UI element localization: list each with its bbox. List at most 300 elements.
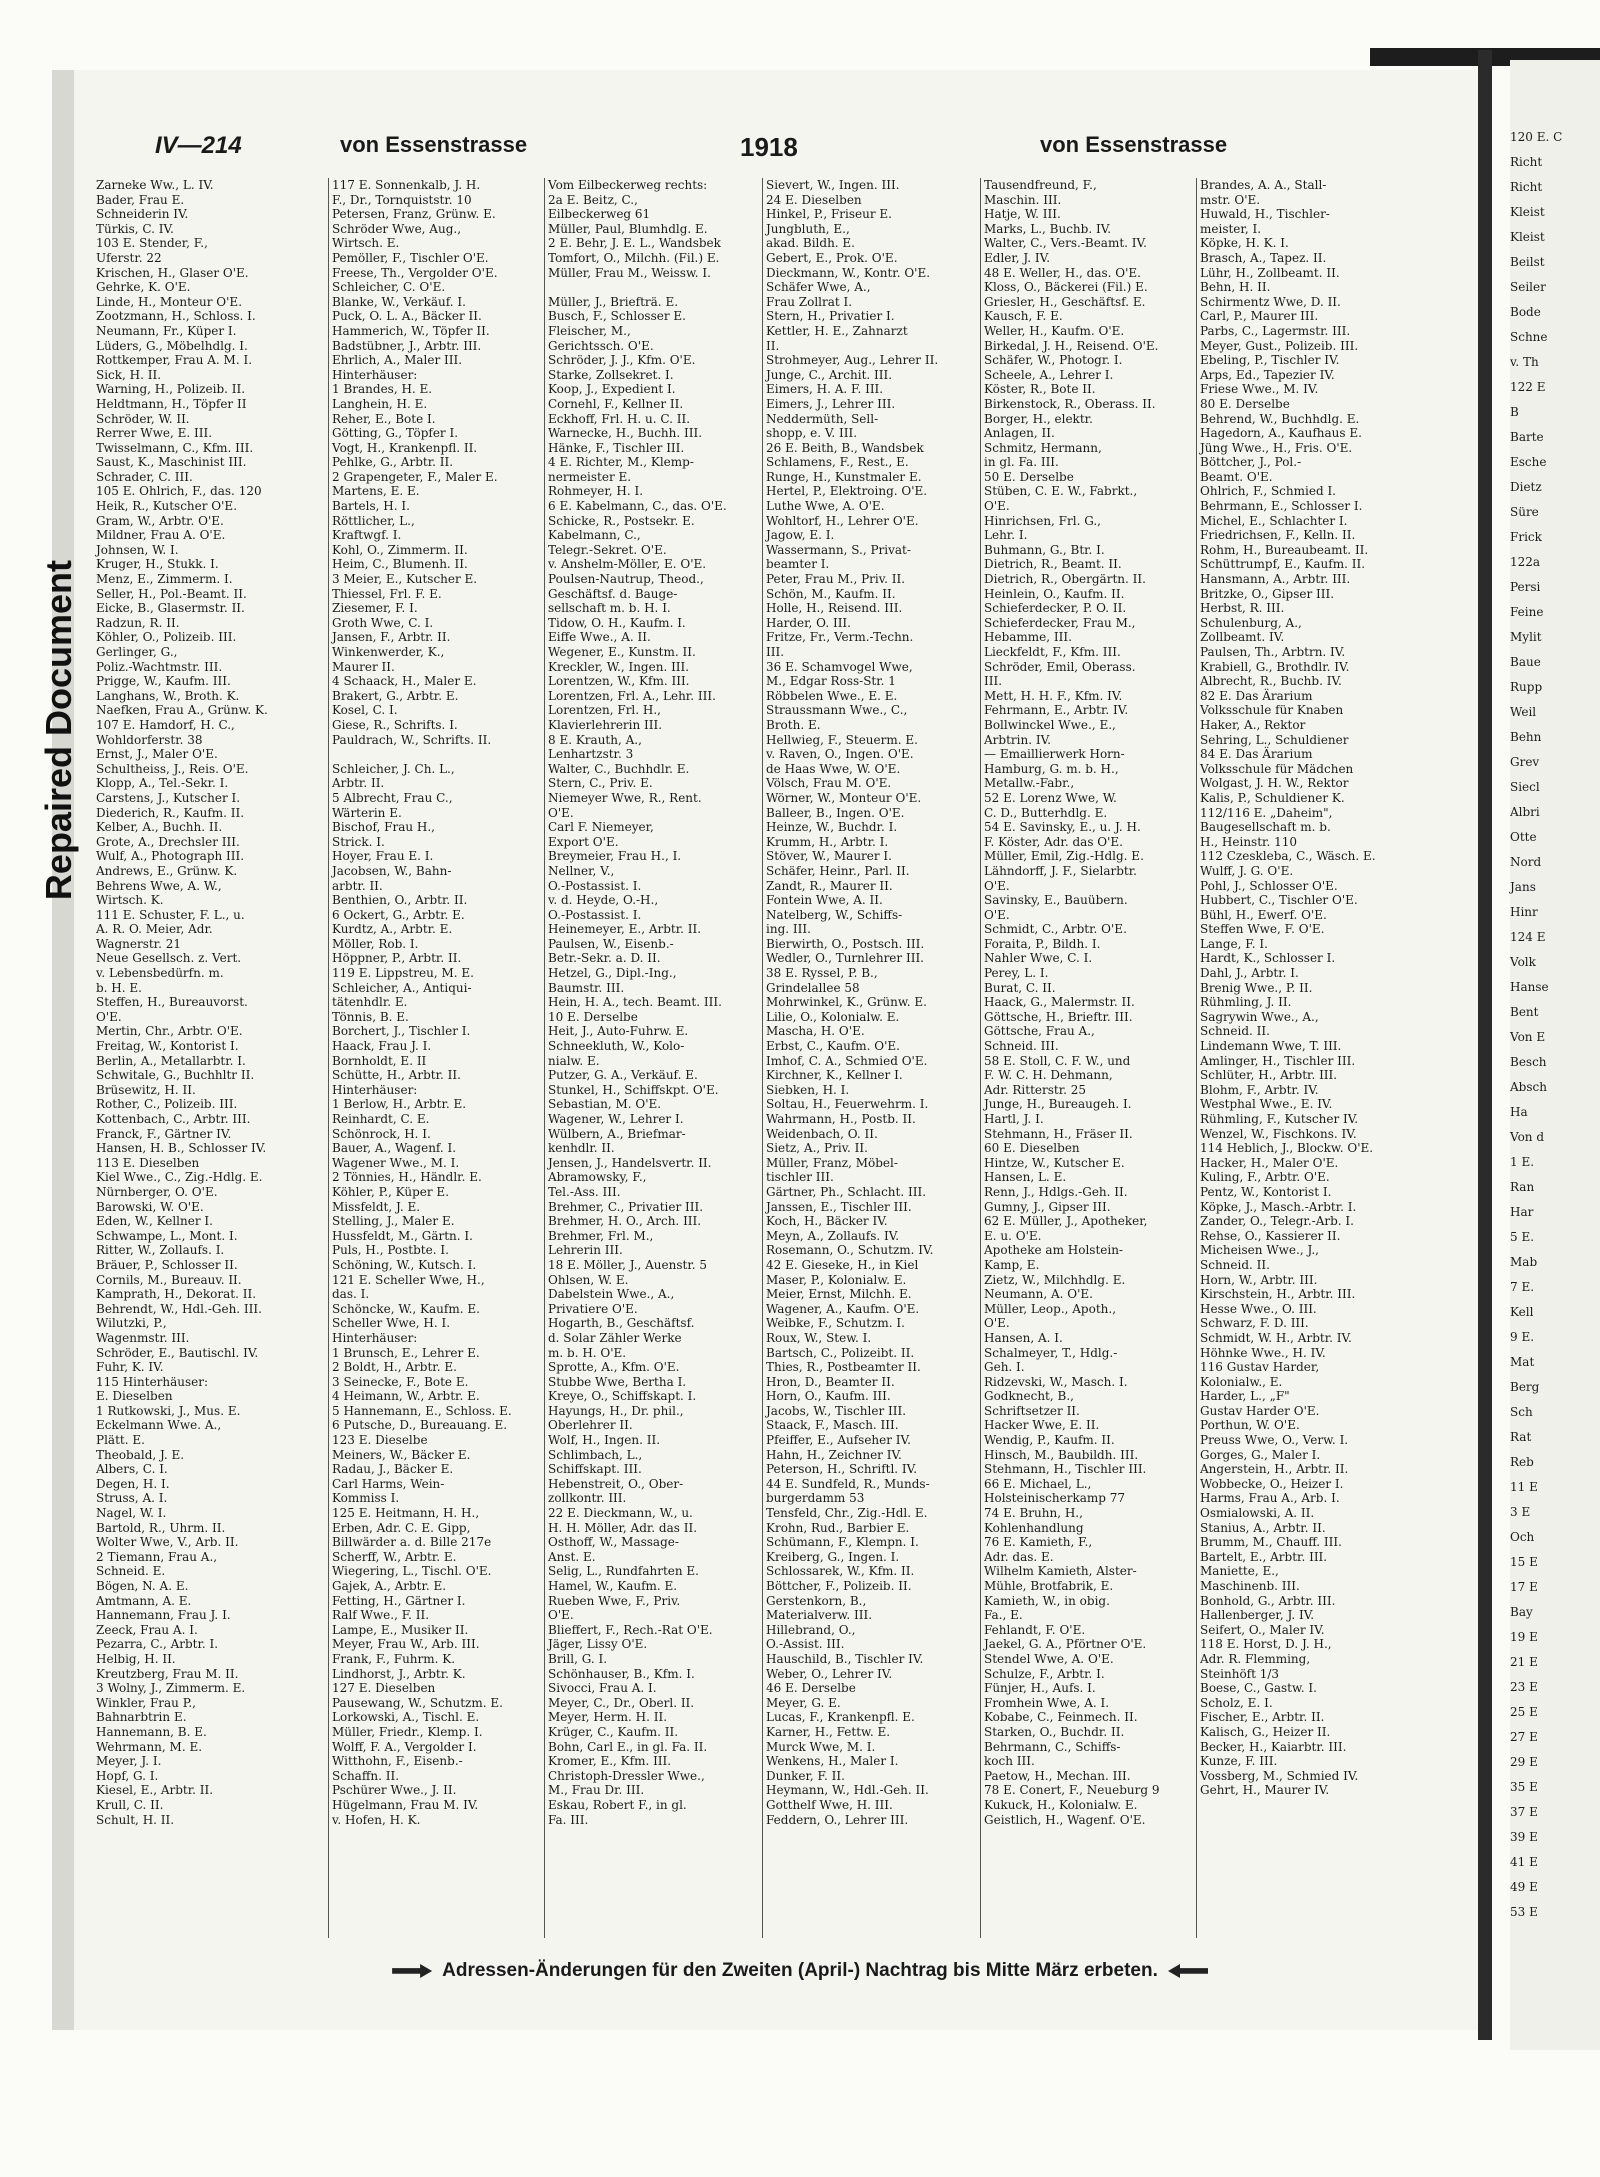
directory-entry: Stern, H., Privatier I. — [766, 309, 895, 324]
adjacent-page-text: 19 E — [1510, 1630, 1538, 1644]
directory-entry: Hansen, H. B., Schlosser IV. — [96, 1141, 267, 1156]
directory-entry: 1 Brunsch, E., Lehrer E. — [332, 1345, 480, 1360]
directory-entry: 38 E. Ryssel, P. B., — [766, 966, 878, 981]
directory-entry: b. H. E. — [96, 980, 142, 995]
directory-entry: sellschaft m. b. H. I. — [548, 601, 671, 616]
adjacent-page-text: 11 E — [1510, 1480, 1538, 1494]
directory-entry: Behn, H. II. — [1200, 280, 1271, 295]
pointing-hand-icon — [1168, 1964, 1208, 1978]
directory-entry: Horn, W., Arbtr. III. — [1200, 1272, 1318, 1287]
directory-entry: Bauer, A., Wagenf. I. — [332, 1141, 457, 1156]
directory-entry: Hahn, H., Zeichner IV. — [766, 1447, 902, 1462]
directory-entry: Brasch, A., Tapez. II. — [1200, 250, 1327, 265]
directory-entry: Westphal Wwe., E. IV. — [1200, 1097, 1333, 1112]
directory-entry: 4 Schaack, H., Maler E. — [332, 674, 477, 689]
directory-entry: Dahl, J., Arbtr. I. — [1200, 966, 1299, 981]
directory-entry: Schönhauser, B., Kfm. I. — [548, 1666, 695, 1681]
directory-entry: Lilie, O., Kolonialw. E. — [766, 1009, 900, 1024]
directory-entry: Hallenberger, J. IV. — [1200, 1608, 1315, 1623]
directory-entry: Kreutzberg, Frau M. II. — [96, 1666, 239, 1681]
directory-entry: Poliz.-Wachtmstr. III. — [96, 659, 223, 674]
directory-entry: Sick, H. II. — [96, 367, 162, 382]
directory-entry: Jaekel, G. A., Pförtner O'E. — [984, 1637, 1147, 1652]
directory-entry: Blieffert, F., Rech.-Rat O'E. — [548, 1622, 713, 1637]
directory-entry: 3 Seinecke, F., Bote E. — [332, 1374, 469, 1389]
directory-entry: Kamp, E. — [984, 1257, 1040, 1272]
directory-entry: Schicke, R., Postsekr. E. — [548, 513, 695, 528]
directory-entry: 107 E. Hamdorf, H. C., — [96, 717, 235, 732]
directory-entry: Volksschule für Mädchen — [1200, 761, 1354, 776]
directory-entry: Brumm, M., Chauff. III. — [1200, 1535, 1342, 1550]
directory-entry: Winkenwerder, K., — [332, 645, 445, 659]
directory-entry: Kohl, O., Zimmerm. II. — [332, 542, 468, 557]
directory-entry: 2 Grapengeter, F., Maler E. — [332, 469, 498, 484]
directory-entry: 105 E. Ohlrich, F., das. 120 — [96, 484, 262, 499]
directory-entry: O.-Postassist. I. — [548, 878, 642, 893]
directory-entry: Ralf Wwe., F. II. — [332, 1608, 430, 1623]
directory-entry: Hintze, W., Kutscher E. — [984, 1155, 1125, 1170]
directory-entry: Walter, C., Vers.-Beamt. IV. — [984, 236, 1147, 251]
directory-entry: Christoph-Dressler Wwe., — [548, 1768, 705, 1783]
adjacent-page-text: 120 E. C — [1510, 130, 1563, 144]
directory-entry: 112/116 E. „Daheim", — [1200, 805, 1333, 820]
directory-entry: Lieckfeldt, F., Kfm. III. — [984, 645, 1121, 659]
directory-entry: H., Heinstr. 110 — [1200, 834, 1297, 849]
directory-entry: C. D., Butterhdlg. E. — [984, 805, 1108, 820]
directory-entry: 111 E. Schuster, F. L., u. — [96, 907, 245, 922]
adjacent-page-text: Schne — [1510, 330, 1548, 344]
directory-entry: Schneid. II. — [1200, 1024, 1270, 1039]
directory-entry: Schleicher, J. Ch. L., — [332, 761, 455, 776]
adjacent-page-text: Hanse — [1510, 980, 1549, 994]
directory-entry: 6 E. Kabelmann, C., das. O'E. — [548, 499, 727, 514]
directory-entry: Benthien, O., Arbtr. II. — [332, 893, 468, 908]
directory-entry: Göttsche, H., Brieftr. III. — [984, 1009, 1133, 1024]
adjacent-page-text: Och — [1510, 1530, 1535, 1544]
directory-entry: 125 E. Heitmann, H. H., — [332, 1506, 480, 1521]
directory-entry: Holsteinischerkamp 77 — [984, 1491, 1126, 1506]
directory-entry: Böttcher, F., Polizeib. II. — [766, 1579, 912, 1593]
directory-entry: Oberlehrer II. — [548, 1418, 633, 1433]
directory-entry: Privatiere O'E. — [548, 1301, 638, 1316]
directory-entry: Jagow, E. I. — [766, 528, 835, 543]
directory-entry: Meyn, A., Zollaufs. IV. — [766, 1228, 900, 1243]
directory-entry: Materialverw. III. — [766, 1608, 873, 1623]
directory-entry: Dieckmann, W., Kontr. O'E. — [766, 265, 931, 280]
directory-entry: 118 E. Horst, D. J. H., — [1200, 1637, 1332, 1652]
column-divider — [762, 178, 763, 1938]
adjacent-page-text: Von d — [1510, 1130, 1545, 1144]
directory-entry: Lindemann Wwe, T. III. — [1200, 1039, 1342, 1054]
adjacent-page-text: Ran — [1510, 1180, 1535, 1194]
directory-entry: Eimers, H. A. F. III. — [766, 382, 884, 397]
directory-entry: Kottenbach, C., Arbtr. III. — [96, 1112, 251, 1126]
directory-entry: Harder, L., „F" — [1200, 1389, 1290, 1404]
directory-entry: Wagenmstr. III. — [96, 1330, 190, 1345]
directory-entry: Nürnberger, O. O'E. — [96, 1184, 218, 1199]
adjacent-page-text: Har — [1510, 1205, 1534, 1219]
directory-entry: Paulsen, W., Eisenb.- — [548, 936, 674, 951]
directory-entry: Anlagen, II. — [984, 426, 1055, 441]
directory-entry: Müller, Paul, Blumhdlg. E. — [548, 221, 708, 236]
adjacent-page-text: Bent — [1510, 1005, 1539, 1019]
directory-entry: Maschinenb. III. — [1200, 1579, 1300, 1593]
directory-entry: Griesler, H., Geschäftsf. E. — [984, 294, 1146, 309]
directory-entry: Schröder Wwe, Aug., — [332, 221, 462, 236]
directory-entry: Schleicher, C. O'E. — [332, 280, 446, 295]
directory-entry: Lehr. I. — [984, 528, 1028, 543]
directory-entry: Weidenbach, O. II. — [766, 1126, 878, 1141]
directory-entry: in gl. Fa. III. — [984, 455, 1059, 470]
directory-entry: Kurdtz, A., Arbtr. E. — [332, 922, 453, 937]
directory-entry: Jacobs, W., Tischler III. — [766, 1403, 907, 1418]
directory-entry: Gotthelf Wwe, H. III. — [766, 1797, 893, 1812]
directory-entry: 78 E. Conert, F., Neueburg 9 — [984, 1783, 1160, 1798]
directory-entry: Krull, C. II. — [96, 1797, 164, 1812]
directory-entry: Bornholdt, E. II — [332, 1053, 427, 1068]
adjacent-page-text: Nord — [1510, 855, 1542, 869]
directory-entry: Thies, R., Postbeamter II. — [766, 1360, 921, 1375]
directory-entry: Schultheiss, J., Reis. O'E. — [96, 761, 249, 776]
directory-entry: Rottkemper, Frau A. M. I. — [96, 353, 253, 368]
directory-entry: 22 E. Dieckmann, W., u. — [548, 1506, 693, 1521]
directory-entry: Beamt. O'E. — [1200, 469, 1273, 484]
directory-entry — [548, 280, 758, 295]
directory-entry: Angerstein, H., Arbtr. II. — [1200, 1462, 1349, 1477]
directory-entry: Hayungs, H., Dr. phil., — [548, 1403, 684, 1418]
directory-entry: Jäger, Lissy O'E. — [548, 1637, 648, 1652]
directory-entry: Schmitz, Hermann, — [984, 440, 1102, 455]
directory-entry: Geistlich, H., Wagenf. O'E. — [984, 1812, 1146, 1827]
directory-entry: Frank, F., Fuhrm. K. — [332, 1651, 456, 1666]
directory-entry: 62 E. Müller, J., Apotheker, — [984, 1214, 1148, 1229]
directory-entry: Tel.-Ass. III. — [548, 1184, 621, 1199]
directory-entry: Junge, C., Archit. III. — [766, 367, 893, 382]
directory-entry: Hartl, J. I. — [984, 1112, 1044, 1126]
directory-entry: Müller, J., Briefträ. E. — [548, 294, 679, 309]
directory-entry: nermeister E. — [548, 469, 632, 484]
directory-entry: Brehmer, C., Privatier III. — [548, 1199, 704, 1214]
directory-entry: Schneid. E. — [96, 1564, 166, 1579]
directory-entry: Behrendt, W., Hdl.-Geh. III. — [96, 1301, 262, 1316]
directory-entry: Hauschild, B., Tischler IV. — [766, 1651, 924, 1666]
directory-entry: Lorkowski, A., Tischl. E. — [332, 1710, 480, 1725]
directory-entry: Rühmling, F., Kutscher IV. — [1200, 1112, 1359, 1126]
directory-entry: Kloss, O., Bäckerei (Fil.) E. — [984, 280, 1148, 295]
directory-entry: Baugesellschaft m. b. — [1200, 820, 1331, 835]
directory-entry: Gajek, A., Arbtr. E. — [332, 1579, 447, 1593]
directory-entry: Rohm, H., Bureaubeamt. II. — [1200, 542, 1369, 557]
directory-entry: Winkler, Frau P., — [96, 1695, 196, 1710]
directory-entry — [332, 747, 540, 762]
directory-entry: Albrecht, R., Buchb. IV. — [1200, 674, 1342, 689]
directory-entry: Schröder, E., Bautischl. IV. — [96, 1345, 259, 1360]
directory-entry: Burat, C. II. — [984, 980, 1056, 995]
directory-entry: Holle, H., Reisend. III. — [766, 601, 903, 616]
adjacent-page-text: 3 E — [1510, 1505, 1531, 1519]
directory-entry: Köpke, H. K. I. — [1200, 236, 1289, 251]
directory-entry: Bartelt, E., Arbtr. III. — [1200, 1549, 1328, 1564]
directory-entry: Billwärder a. d. Bille 217e — [332, 1535, 492, 1550]
directory-entry: Wülbern, A., Briefmar- — [548, 1126, 686, 1141]
directory-entry: Möller, Rob. I. — [332, 936, 419, 951]
directory-entry: Wenzel, W., Fischkons. IV. — [1200, 1126, 1357, 1141]
directory-entry: Franck, F., Gärtner IV. — [96, 1126, 232, 1141]
directory-entry: Steffen, H., Bureauvorst. — [96, 995, 248, 1010]
directory-entry: Hubbert, C., Tischler O'E. — [1200, 893, 1358, 908]
directory-entry: Schäfer, W., Photogr. I. — [984, 353, 1123, 368]
directory-entry: Frau Zollrat I. — [766, 294, 853, 309]
directory-entry: Tausendfreund, F., — [984, 178, 1097, 192]
directory-entry: Baumstr. III. — [548, 980, 625, 995]
directory-entry: 2a E. Beitz, C., — [548, 192, 638, 207]
adjacent-page-text: 25 E — [1510, 1705, 1538, 1719]
directory-entry: Schüttrumpf, E., Kaufm. II. — [1200, 557, 1366, 572]
directory-entry: Ziesemer, F. I. — [332, 601, 418, 616]
directory-entry: Warnecke, H., Buchh. III. — [548, 426, 703, 441]
directory-entry: Wirtsch. E. — [332, 236, 400, 251]
directory-entry: Vogt, H., Krankenpfl. II. — [332, 440, 478, 455]
directory-entry: Apotheke am Holstein- — [984, 1243, 1123, 1258]
directory-entry: 26 E. Beith, B., Wandsbek — [766, 440, 924, 455]
adjacent-page-text: Frick — [1510, 530, 1542, 544]
directory-entry: Schirmentz Wwe, D. II. — [1200, 294, 1341, 309]
directory-entry: Hinsch, M., Baubildh. III. — [984, 1447, 1139, 1462]
directory-entry: Haker, A., Rektor — [1200, 717, 1306, 732]
directory-entry: Röttlicher, L., — [332, 513, 415, 528]
directory-entry: 44 E. Sundfeld, R., Munds- — [766, 1476, 930, 1491]
directory-entry: 112 Czeskleba, C., Wäsch. E. — [1200, 849, 1376, 864]
directory-entry: Hussfeldt, M., Gärtn. I. — [332, 1228, 473, 1243]
directory-entry: Schneekluth, W., Kolo- — [548, 1039, 685, 1054]
adjacent-page-text: Reb — [1510, 1455, 1534, 1469]
directory-entry: Schröder, Emil, Oberass. — [984, 659, 1136, 674]
directory-entry: Adr. Ritterstr. 25 — [984, 1082, 1087, 1097]
directory-entry: Hardt, K., Schlosser I. — [1200, 951, 1336, 966]
directory-entry: Dietrich, R., Obergärtn. II. — [984, 572, 1146, 587]
directory-entry: O'E. — [984, 878, 1010, 893]
directory-entry: Poulsen-Nautrup, Theod., — [548, 572, 704, 587]
directory-entry: Birkedal, J. H., Reisend. O'E. — [984, 338, 1159, 353]
directory-entry: Stubbe Wwe, Bertha I. — [548, 1374, 687, 1389]
adjacent-page-text: Seiler — [1510, 280, 1546, 294]
adjacent-page-text: Baue — [1510, 655, 1541, 669]
directory-entry: Lähndorff, J. F., Sielarbtr. — [984, 863, 1137, 878]
directory-entry: III. — [984, 674, 1003, 689]
adjacent-page-text: 122a — [1510, 555, 1541, 569]
directory-entry: Wulff, J. G. O'E. — [1200, 863, 1294, 878]
directory-entry: 82 E. Das Ärarium — [1200, 688, 1313, 703]
directory-entry: arbtr. II. — [332, 878, 383, 893]
directory-entry: Krüger, C., Kaufm. II. — [548, 1724, 679, 1739]
adjacent-page-text: 17 E — [1510, 1580, 1538, 1594]
directory-entry: Kolonialw., E. — [1200, 1374, 1283, 1389]
directory-entry: Thiessel, Frl. F. E. — [332, 586, 442, 601]
directory-entry: Gorges, G., Maler I. — [1200, 1447, 1321, 1462]
directory-entry: Witthohn, F., Eisenb.- — [332, 1754, 463, 1769]
directory-entry: Diederich, R., Kaufm. II. — [96, 805, 245, 820]
directory-entry: Schwampe, L., Mont. I. — [96, 1228, 238, 1243]
directory-entry: Schleicher, A., Antiqui- — [332, 980, 472, 995]
directory-entry: Meiners, W., Bäcker E. — [332, 1447, 471, 1462]
directory-entry: Neue Gesellsch. z. Vert. — [96, 951, 242, 966]
directory-entry: Barowski, W. O'E. — [96, 1199, 204, 1214]
directory-entry: Friedrichsen, F., Kelln. II. — [1200, 528, 1356, 543]
directory-entry: Wohltorf, H., Lehrer O'E. — [766, 513, 919, 528]
directory-entry: Zarneke Ww., L. IV. — [96, 178, 214, 192]
adjacent-page-text: 9 E. — [1510, 1330, 1535, 1344]
adjacent-page-text: Barte — [1510, 430, 1544, 444]
directory-entry: Kosel, C. I. — [332, 703, 398, 718]
directory-entry: Brakert, G., Arbtr. E. — [332, 688, 459, 703]
directory-entry: Lindhorst, J., Arbtr. K. — [332, 1666, 466, 1681]
directory-entry: Hamel, W., Kaufm. E. — [548, 1579, 678, 1593]
directory-entry: 113 E. Dieselben — [96, 1155, 200, 1170]
directory-entry: Eiffe Wwe., A. II. — [548, 630, 651, 645]
directory-entry: Starke, Zollsekret. I. — [548, 367, 674, 382]
directory-entry: Cornehl, F., Kellner II. — [548, 396, 684, 411]
directory-entry: Erbst, C., Kaufm. O'E. — [766, 1039, 900, 1054]
directory-entry: Kiel Wwe., C., Zig.-Hdlg. E. — [96, 1170, 263, 1185]
directory-entry: 74 E. Bruhn, H., — [984, 1506, 1083, 1521]
directory-entry: Scheller Wwe, H. I. — [332, 1316, 451, 1331]
directory-entry: Sietz, A., Priv. II. — [766, 1141, 868, 1156]
directory-entry: O'E. — [984, 1316, 1010, 1331]
directory-entry: 1 Rutkowski, J., Mus. E. — [96, 1403, 241, 1418]
directory-entry: Gärtner, Ph., Schlacht. III. — [766, 1184, 927, 1199]
directory-entry: Straussmann Wwe., C., — [766, 703, 908, 718]
directory-entry: 117 E. Sonnenkalb, J. H. — [332, 178, 481, 192]
adjacent-page-text: Kleist — [1510, 230, 1545, 244]
directory-entry: Runge, H., Kunstmaler E. — [766, 469, 922, 484]
directory-entry: Fischer, E., Arbtr. II. — [1200, 1710, 1325, 1725]
directory-entry: v. d. Heyde, O.-H., — [548, 893, 659, 908]
directory-entry: Köhler, P., Küper E. — [332, 1184, 450, 1199]
directory-entry: M., Frau Dr. III. — [548, 1783, 645, 1798]
directory-entry: Lehrerin III. — [548, 1243, 623, 1258]
directory-entry: Porthun, W. O'E. — [1200, 1418, 1300, 1433]
directory-entry: O.-Assist. III. — [766, 1637, 845, 1652]
directory-entry: II. — [766, 338, 780, 353]
directory-entry: Fetting, H., Gärtner I. — [332, 1593, 466, 1608]
directory-entry: Eimers, J., Lehrer III. — [766, 396, 896, 411]
directory-entry: Sivocci, Frau A. I. — [548, 1681, 657, 1696]
adjacent-page-text: Behn — [1510, 730, 1542, 744]
adjacent-page-text: Absch — [1510, 1080, 1547, 1094]
directory-entry: Fritze, Fr., Verm.-Techn. — [766, 630, 914, 645]
directory-entry: Gehrt, H., Maurer IV. — [1200, 1783, 1330, 1798]
directory-entry: Zootzmann, H., Schloss. I. — [96, 309, 256, 324]
directory-entry: Krumm, H., Arbtr. I. — [766, 834, 889, 849]
adjacent-page-text: 23 E — [1510, 1680, 1538, 1694]
directory-entry: Langhein, H. E. — [332, 396, 428, 411]
directory-entry: Behrmann, E., Schlosser I. — [1200, 499, 1363, 514]
directory-entry: Giese, R., Schrifts. I. — [332, 717, 458, 732]
directory-entry: Weller, H., Kaufm. O'E. — [984, 323, 1125, 338]
directory-entry: Völsch, Frau M. O'E. — [766, 776, 892, 791]
directory-entry: Karner, H., Fettw. E. — [766, 1724, 891, 1739]
directory-entry: Brehmer, Frl. M., — [548, 1228, 654, 1243]
directory-entry: Osthoff, W., Massage- — [548, 1535, 679, 1550]
street-title-right: von Essenstrasse — [1040, 132, 1228, 157]
directory-entry: Putzer, G. A., Verkäuf. E. — [548, 1068, 698, 1083]
directory-entry: Telegr.-Sekret. O'E. — [548, 542, 667, 557]
directory-entry: Bögen, N. A. E. — [96, 1579, 189, 1593]
directory-entry: Herbst, R. III. — [1200, 601, 1285, 616]
directory-entry: Kraftwgf. I. — [332, 528, 402, 543]
directory-entry: meister, I. — [1200, 221, 1262, 236]
directory-entry: Kromer, E., Kfm. III. — [548, 1754, 672, 1769]
directory-entry: Wendig, P., Kaufm. II. — [984, 1433, 1115, 1448]
directory-entry: Pemöller, F., Tischler O'E. — [332, 250, 489, 265]
directory-entry: O'E. — [96, 1009, 122, 1024]
directory-entry: Berlin, A., Metallarbtr. I. — [96, 1053, 246, 1068]
directory-entry: Pschürer Wwe., J. II. — [332, 1783, 457, 1798]
directory-entry: Wagnerstr. 21 — [96, 936, 181, 951]
adjacent-page-text: Besch — [1510, 1055, 1547, 1069]
directory-entry: Wassermann, S., Privat- — [766, 542, 911, 557]
directory-column-5 — [984, 178, 1192, 1938]
directory-entry: Stern, C., Priv. E. — [548, 776, 653, 791]
directory-entry: Gerichtssch. O'E. — [548, 338, 654, 353]
directory-entry: Schmidt, C., Arbtr. O'E. — [984, 922, 1127, 937]
adjacent-page-text: 21 E — [1510, 1655, 1538, 1669]
directory-entry: Britzke, O., Gipser III. — [1200, 586, 1335, 601]
adjacent-page-text: Süre — [1510, 505, 1539, 519]
directory-entry: Koop, J., Expedient I. — [548, 382, 676, 397]
directory-entry: Hügelmann, Frau M. IV. — [332, 1797, 479, 1812]
directory-entry: Feddern, O., Lehrer III. — [766, 1812, 909, 1827]
directory-entry: Sievert, W., Ingen. III. — [766, 178, 900, 192]
directory-entry: Wobbecke, O., Heizer I. — [1200, 1476, 1344, 1491]
directory-entry: 1 Berlow, H., Arbtr. E. — [332, 1097, 467, 1112]
directory-entry: Schöning, W., Kutsch. I. — [332, 1257, 477, 1272]
directory-column-2 — [332, 178, 540, 1938]
directory-entry: Freese, Th., Vergolder O'E. — [332, 265, 498, 280]
directory-entry: Degen, H. I. — [96, 1476, 170, 1491]
directory-entry: Wolter Wwe, V., Arb. II. — [96, 1535, 239, 1550]
directory-entry: Scholz, E. I. — [1200, 1695, 1273, 1710]
directory-entry: Müller, Leop., Apoth., — [984, 1301, 1117, 1316]
directory-entry: Göttsche, Frau A., — [984, 1024, 1095, 1039]
adjacent-page-text: Rat — [1510, 1430, 1532, 1444]
directory-entry: Wagener, A., Kaufm. O'E. — [766, 1301, 920, 1316]
directory-entry: Bonhold, G., Arbtr. III. — [1200, 1593, 1336, 1608]
directory-entry: Vom Eilbeckerweg rechts: — [548, 178, 708, 192]
directory-entry: Ohlrich, F., Schmied I. — [1200, 484, 1336, 499]
adjacent-page-text: 29 E — [1510, 1755, 1538, 1769]
directory-entry: Wärterin E. — [332, 805, 402, 820]
adjacent-page-text: Feine — [1510, 605, 1544, 619]
directory-entry: Schröder, J. J., Kfm. O'E. — [548, 353, 696, 368]
directory-entry: burgerdamm 53 — [766, 1491, 865, 1506]
directory-entry: Müller, Franz, Möbel- — [766, 1155, 898, 1170]
directory-entry: 119 E. Lippstreu, M. E. — [332, 966, 474, 981]
directory-entry: Jacobsen, W., Bahn- — [332, 863, 452, 878]
directory-entry: Hagedorn, A., Kaufhaus E. — [1200, 426, 1362, 441]
directory-entry: Ernst, J., Maler O'E. — [96, 747, 218, 762]
directory-entry: Pauldrach, W., Schrifts. II. — [332, 732, 492, 747]
directory-entry: Savinsky, E., Bauübern. — [984, 893, 1128, 908]
directory-entry: Carstens, J., Kutscher I. — [96, 790, 241, 805]
directory-entry: Fehrmann, E., Arbtr. IV. — [984, 703, 1129, 718]
adjacent-page-text: B — [1510, 405, 1519, 419]
adjacent-page-text: Richt — [1510, 180, 1543, 194]
directory-entry: Jungbluth, E., — [766, 221, 850, 236]
directory-entry: Mildner, Frau A. O'E. — [96, 528, 226, 543]
directory-entry: Hinterhäuser: — [332, 1082, 418, 1097]
adjacent-page-text: Ha — [1510, 1105, 1528, 1119]
